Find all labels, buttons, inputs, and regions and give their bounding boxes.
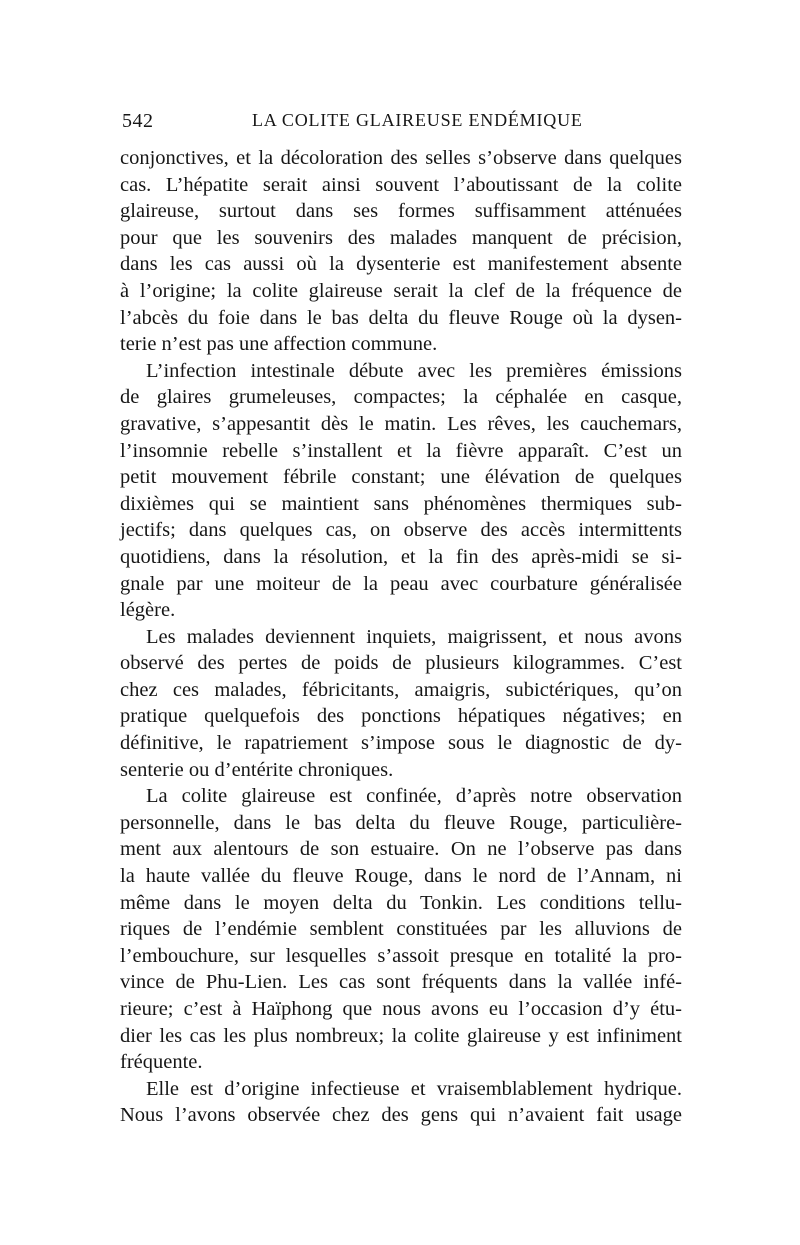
text-line: dans les cas aussi où la dysenterie est manifestement absente xyxy=(120,253,682,276)
text-line: fréquente. xyxy=(120,1051,203,1074)
text-line: jectifs; dans quelques cas, on observe des accès intermittents xyxy=(120,519,682,542)
text-line: l’insomnie rebelle s’installent et la fièvre apparaît. C’est un xyxy=(120,439,682,462)
running-head xyxy=(122,110,682,140)
text-line: glaireuse, surtout dans ses formes suffisamment atténuées xyxy=(120,200,682,223)
text-line: Elle est d’origine infectieuse et vraisemblablement hydrique. xyxy=(146,1077,682,1100)
text-line: légère. xyxy=(120,599,176,622)
text-line: la haute vallée du fleuve Rouge, dans le nord de l’Annam, ni xyxy=(120,865,682,888)
paragraph xyxy=(120,145,682,358)
text-line: petit mouvement fébrile constant; une élévation de quelques xyxy=(120,466,682,489)
paragraph xyxy=(120,624,682,784)
text-line: cas. L’hépatite serait ainsi souvent l’aboutissant de la colite xyxy=(120,173,682,196)
text-line: de glaires grumeleuses, compactes; la céphalée en casque, xyxy=(120,386,682,409)
text-line: conjonctives, et la décoloration des selles s’observe dans quelques xyxy=(120,147,682,169)
text-line: personnelle, dans le bas delta du fleuve Rouge, particulière- xyxy=(120,811,682,834)
paragraph xyxy=(120,358,682,624)
paragraph xyxy=(120,783,682,1076)
text-line: La colite glaireuse est confinée, d’après notre observation xyxy=(146,785,682,808)
text-line: l’abcès du foie dans le bas delta du fleuve Rouge où la dysen- xyxy=(120,306,682,329)
text-line: ment aux alentours de son estuaire. On ne l’observe pas dans xyxy=(120,838,682,861)
text-line: dixièmes qui se maintient sans phénomènes thermiques sub- xyxy=(120,492,682,515)
text-line: Les malades deviennent inquiets, maigrissent, et nous avons xyxy=(146,625,682,648)
text-line: L’infection intestinale débute avec les premières émissions xyxy=(146,359,682,382)
text-line: l’embouchure, sur lesquelles s’assoit presque en totalité la pro- xyxy=(120,944,682,967)
text-line: pour que les souvenirs des malades manquent de précision, xyxy=(120,226,682,249)
text-line: observé des pertes de poids de plusieurs kilogrammes. C’est xyxy=(120,652,682,675)
text-line: rieure; c’est à Haïphong que nous avons eu l’occasion d’y étu- xyxy=(120,998,682,1020)
text-line: dier les cas les plus nombreux; la colite glaireuse y est infiniment xyxy=(120,1024,682,1047)
paragraph xyxy=(120,1076,682,1129)
text-line: terie n’est pas une affection commune. xyxy=(120,333,438,356)
text-line: chez ces malades, fébricitants, amaigris, subictériques, qu’on xyxy=(120,678,682,701)
text-line: vince de Phu-Lien. Les cas sont fréquents dans la vallée infé- xyxy=(120,971,682,994)
text-line: pratique quelquefois des ponctions hépatiques négatives; en xyxy=(120,705,682,728)
body-text xyxy=(120,145,682,1129)
text-line: à l’origine; la colite glaireuse serait la clef de la fréquence de xyxy=(120,279,682,302)
page-number: 542 xyxy=(122,110,154,132)
text-line: senterie ou d’entérite chroniques. xyxy=(120,758,394,781)
text-line: définitive, le rapatriement s’impose sous le diagnostic de dy- xyxy=(120,732,682,755)
running-title: LA COLITE GLAIREUSE ENDÉMIQUE xyxy=(252,110,583,130)
text-line: riques de l’endémie semblent constituées par les alluvions de xyxy=(120,918,682,941)
text-line: quotidiens, dans la résolution, et la fin des après-midi se si- xyxy=(120,545,682,568)
text-line: gravative, s’appesantit dès le matin. Les rêves, les cauchemars, xyxy=(120,412,682,435)
text-line: Nous l’avons observée chez des gens qui n’avaient fait usage xyxy=(120,1104,682,1127)
text-line: gnale par une moiteur de la peau avec courbature généralisée xyxy=(120,572,682,595)
text-line: même dans le moyen delta du Tonkin. Les conditions tellu- xyxy=(120,891,682,914)
